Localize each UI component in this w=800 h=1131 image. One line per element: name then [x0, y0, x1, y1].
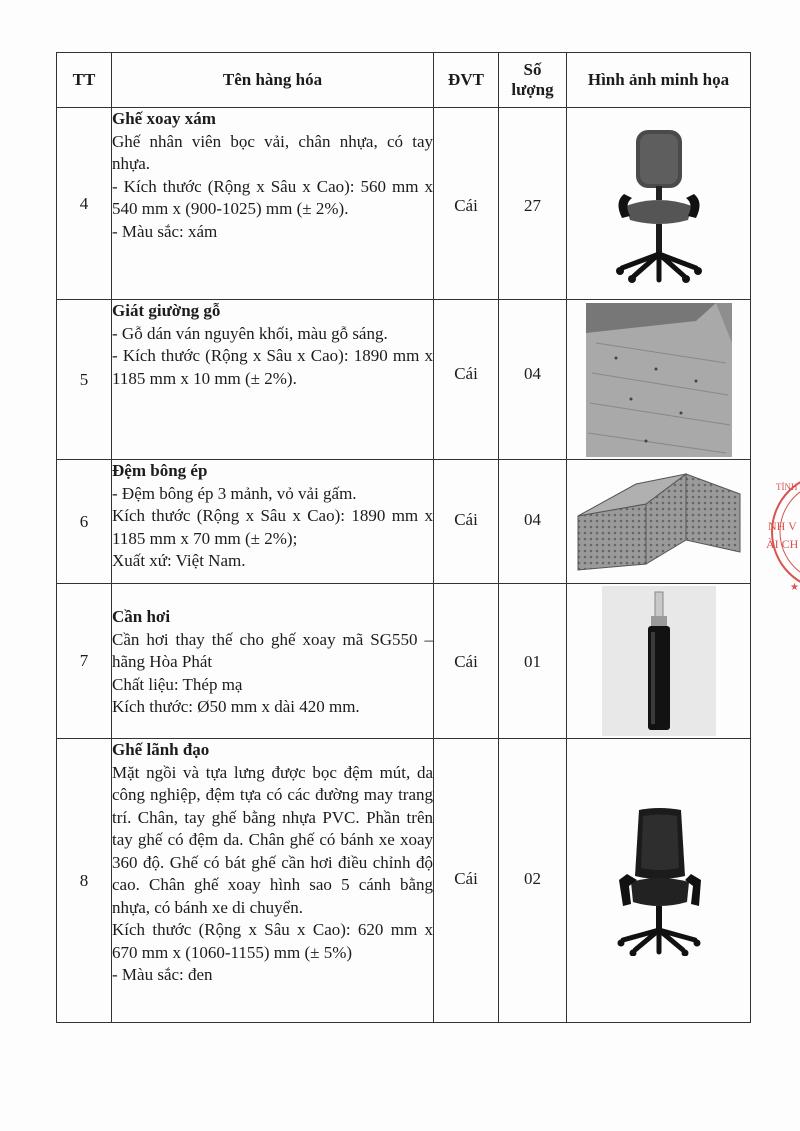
- table-row: [57, 584, 751, 739]
- row-description: [112, 108, 434, 300]
- item-line: - Màu sắc: xám: [112, 221, 218, 241]
- table-row: [57, 108, 751, 300]
- item-title: Ghế xoay xám: [112, 109, 216, 128]
- item-line: Mặt ngồi và tựa lưng được bọc đệm mút, da công nghiệp, đệm tựa có các đường may trang trí. Chân, tay ghế bằng nhựa PVC. Phần trên tay ghế có đệm da. Chân ghế có bánh xe xoay 360 độ. Ghế có bát ghế cần hơi điều chỉnh độ cao. Chân ghế xoay hình sao 5 cánh bằng nhựa, có bánh xe di chuyển.: [112, 762, 433, 917]
- svg-text:ÀI CH: ÀI CH: [766, 537, 799, 551]
- item-line: - Kích thước (Rộng x Sâu x Cao): 560 mm x 540 mm x (900-1025) mm (± 2%).: [112, 176, 433, 218]
- header-unit: ĐVT: [434, 53, 499, 108]
- red-stamp: [760, 470, 800, 600]
- header-name: Tên hàng hóa: [112, 53, 434, 108]
- row-image: [567, 300, 751, 460]
- row-qty: 04: [499, 460, 567, 584]
- item-line: - Màu sắc: đen: [112, 965, 213, 984]
- item-line: Kích thước (Rộng x Sâu x Cao): 620 mm x 670 mm x (1060-1155) mm (± 5%): [112, 920, 433, 962]
- item-line: - Đệm bông ép 3 mảnh, vỏ vải gấm.: [112, 483, 357, 503]
- item-title: Giát giường gỗ: [112, 301, 221, 320]
- stamp-seal-icon: [760, 470, 800, 600]
- item-line: Chất liệu: Thép mạ: [112, 674, 243, 694]
- row-unit: Cái: [434, 300, 499, 460]
- row-image: [567, 739, 751, 1023]
- gas-lift-cylinder-icon: [602, 586, 716, 736]
- row-tt: 6: [57, 460, 112, 584]
- row-tt: 5: [57, 300, 112, 460]
- item-line: Kích thước (Rộng x Sâu x Cao): 1890 mm x 1185 mm x 70 mm (± 2%);: [112, 506, 433, 548]
- row-unit: Cái: [434, 739, 499, 1023]
- row-qty: 01: [499, 584, 567, 739]
- row-unit: Cái: [434, 584, 499, 739]
- item-line: Kích thước: Ø50 mm x dài 420 mm.: [112, 697, 360, 716]
- grey-office-chair-icon: [604, 124, 714, 284]
- svg-text:TỈNH: TỈNH: [776, 482, 798, 492]
- header-qty-line1: Số: [523, 60, 542, 79]
- header-qty: [499, 53, 567, 108]
- black-executive-chair-icon: [609, 806, 709, 956]
- row-qty: 02: [499, 739, 567, 1023]
- row-description: [112, 300, 434, 460]
- row-unit: Cái: [434, 460, 499, 584]
- row-tt: 7: [57, 584, 112, 739]
- folded-mattress-icon: [576, 470, 742, 574]
- table-row: [57, 300, 751, 460]
- item-title: Cần hơi: [112, 607, 171, 626]
- row-unit: Cái: [434, 108, 499, 300]
- table-row: [57, 739, 751, 1023]
- row-tt: 4: [57, 108, 112, 300]
- row-image: [567, 584, 751, 739]
- row-description: [112, 584, 434, 739]
- item-line: - Gỗ dán ván nguyên khối, màu gỗ sáng.: [112, 323, 388, 343]
- row-image: [567, 108, 751, 300]
- item-title: Ghế lãnh đạo: [112, 740, 210, 759]
- svg-text:NH V: NH V: [768, 519, 797, 533]
- row-description: [112, 739, 434, 1023]
- item-line: Ghế nhân viên bọc vải, chân nhựa, có tay nhựa.: [112, 131, 433, 173]
- row-description: [112, 460, 434, 584]
- header-tt: TT: [57, 53, 112, 108]
- item-line: Xuất xứ: Việt Nam.: [112, 551, 246, 570]
- item-title: Đệm bông ép: [112, 461, 208, 480]
- row-qty: 04: [499, 300, 567, 460]
- goods-table: [56, 52, 751, 1023]
- svg-text:★: ★: [790, 582, 799, 593]
- table-header-row: [57, 53, 751, 108]
- wooden-bed-slat-icon: [586, 303, 732, 457]
- header-image: Hình ảnh minh họa: [567, 53, 751, 108]
- row-tt: 8: [57, 739, 112, 1023]
- item-line: - Kích thước (Rộng x Sâu x Cao): 1890 mm x 1185 mm x 10 mm (± 2%).: [112, 346, 433, 388]
- table-row: [57, 460, 751, 584]
- row-image: [567, 460, 751, 584]
- row-qty: 27: [499, 108, 567, 300]
- header-qty-line2: lượng: [511, 80, 554, 99]
- item-line: Cần hơi thay thế cho ghế xoay mã SG550 – hãng Hòa Phát: [112, 629, 433, 671]
